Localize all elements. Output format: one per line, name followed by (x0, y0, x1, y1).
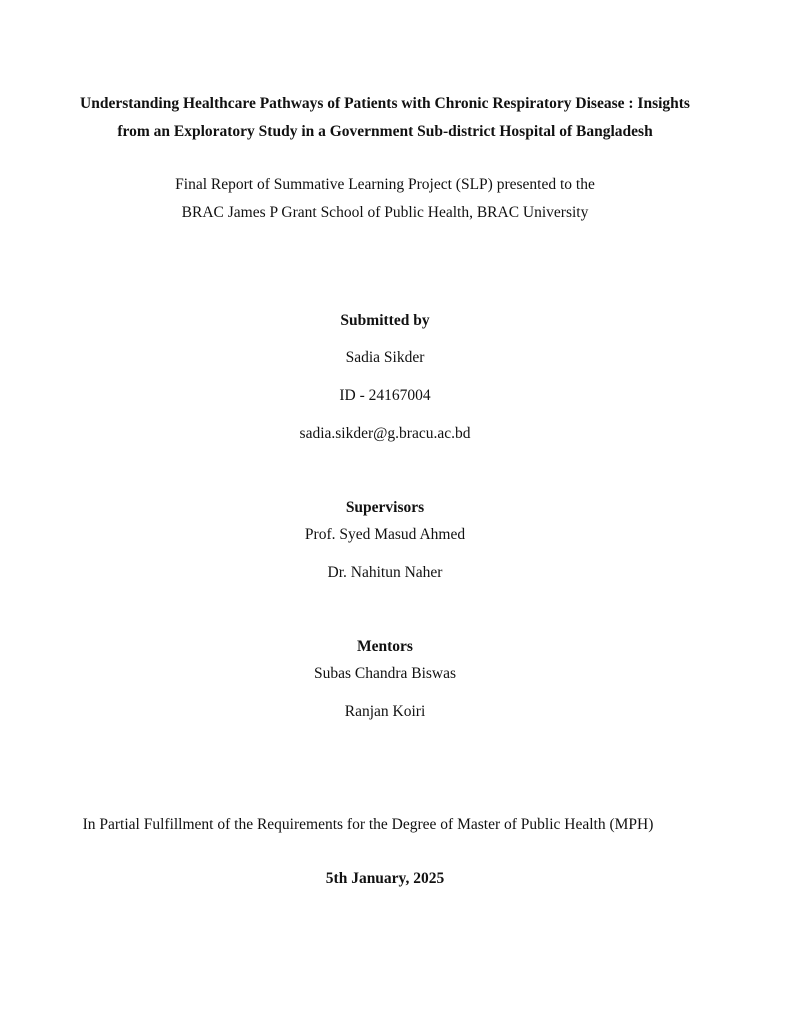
supervisors-heading: Supervisors (345, 499, 425, 516)
mentors-heading: Mentors (357, 638, 413, 655)
student-email: sadia.sikder@g.bracu.ac.bd (299, 425, 471, 442)
title-line-2: from an Exploratory Study in a Government Sub-district Hospital of Bangladesh (117, 123, 653, 140)
report-line-1: Final Report of Summative Learning Project (SLP) presented to the (175, 176, 595, 193)
student-name: Sadia Sikder (345, 349, 425, 366)
submitted-by-heading: Submitted by (340, 312, 430, 329)
title-line-1: Understanding Healthcare Pathways of Patients with Chronic Respiratory Disease : Insights (80, 95, 690, 112)
submission-date: 5th January, 2025 (325, 870, 445, 887)
mentor-name: Subas Chandra Biswas (313, 665, 457, 682)
fulfillment-statement: In Partial Fulfillment of the Requirements for the Degree of Master of Public Health (MPH) (82, 816, 654, 833)
supervisor-name: Dr. Nahitun Naher (327, 564, 443, 581)
report-line-2: BRAC James P Grant School of Public Health, BRAC University (181, 204, 589, 221)
student-id: ID - 24167004 (339, 387, 431, 404)
supervisor-name: Prof. Syed Masud Ahmed (304, 526, 466, 543)
mentor-name: Ranjan Koiri (344, 703, 426, 720)
